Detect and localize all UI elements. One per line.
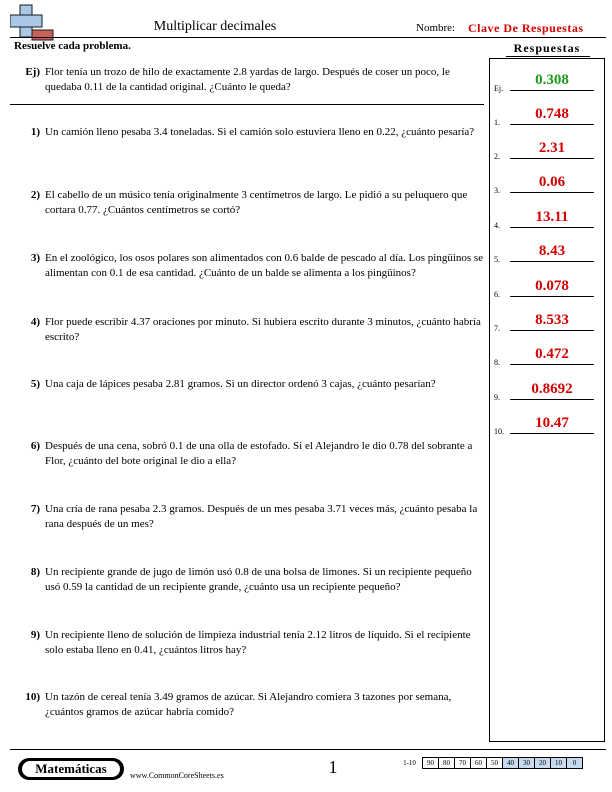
answer-line xyxy=(510,261,594,262)
answer-line xyxy=(510,124,594,125)
problem-number: 8) xyxy=(30,566,40,578)
header-divider xyxy=(10,37,606,38)
name-value: Clave De Respuestas xyxy=(468,21,584,35)
problem-text: El cabello de un músico tenía originalmente 3 centímetros de largo. Le pidió a su peluquero que cortara 0.77. ¿Cuántos centímetros se cortó? xyxy=(45,189,468,216)
answer-label: 3. xyxy=(494,186,500,195)
answer-line xyxy=(510,433,594,434)
answers-title: Respuestas xyxy=(513,41,581,55)
subject-badge xyxy=(18,758,124,780)
problem-number: 5) xyxy=(30,378,40,390)
problem-text: Flor tenía un trozo de hilo de exactamente 2.8 yardas de largo. Después de coser un poco, le quedaba 0.11 de la cantidad original. ¿Cuánto le queda? xyxy=(45,66,450,93)
answer-label: Ej. xyxy=(494,84,504,93)
answer-example xyxy=(494,73,602,93)
answer-2 xyxy=(494,141,602,161)
answer-1 xyxy=(494,107,602,127)
example-divider xyxy=(10,104,484,105)
answer-7 xyxy=(494,313,602,333)
answer-value: 0.06 xyxy=(538,174,566,190)
problem-text: Un recipiente grande de jugo de limón usó 0.8 de una bolsa de limones. Si un recipiente pequeño usó 0.59 la cantidad de un recipiente grande, ¿cuánto usa un recipiente pequeño? xyxy=(45,566,472,593)
answer-line xyxy=(510,227,594,228)
score-cell: 40 xyxy=(503,758,519,769)
answer-line xyxy=(510,296,594,297)
score-cell: 80 xyxy=(439,758,455,769)
score-cell: 70 xyxy=(455,758,471,769)
problem-text: Una caja de lápices pesaba 2.81 gramos. Si un director ordenó 3 cajas, ¿cuánto pesarían? xyxy=(45,378,436,390)
score-cell: 30 xyxy=(519,758,535,769)
problem-text: Después de una cena, sobró 0.1 de una olla de estofado. Si el Alejandro le dio 0.78 del sobrante a Flor, ¿cuánto del bote original le dio a ella? xyxy=(45,440,473,467)
site-url: www.CommonCoreSheets.es xyxy=(130,771,224,780)
answer-label: 7. xyxy=(494,324,500,333)
problem-number: 9) xyxy=(30,629,40,641)
problem-number: 4) xyxy=(30,316,40,328)
answer-label: 8. xyxy=(494,358,500,367)
answer-line xyxy=(510,399,594,400)
answer-label: 2. xyxy=(494,152,500,161)
answer-label: 4. xyxy=(494,221,500,230)
answer-10 xyxy=(494,416,602,436)
answer-value: 10.47 xyxy=(535,415,569,431)
subject-label: Matemáticas xyxy=(22,761,120,777)
problem-number: 2) xyxy=(30,189,40,201)
answer-label: 6. xyxy=(494,290,500,299)
problem-text: Flor puede escribir 4.37 oraciones por minuto. Si hubiera escrito durante 3 minutos, ¿cuánto habría escrito? xyxy=(45,316,481,343)
score-cell: 50 xyxy=(487,758,503,769)
score-cell: 0 xyxy=(567,758,583,769)
answer-label: 10. xyxy=(494,427,504,436)
answer-line xyxy=(510,158,594,159)
answer-9 xyxy=(494,382,602,402)
answer-label: 1. xyxy=(494,118,500,127)
problem-number: Ej) xyxy=(25,66,40,78)
score-cell: 10 xyxy=(551,758,567,769)
answer-line xyxy=(510,192,594,193)
answer-value: 0.748 xyxy=(535,106,569,122)
answer-5 xyxy=(494,244,602,264)
problem-number: 3) xyxy=(30,252,40,264)
problem-text: En el zoológico, los osos polares son alimentados con 0.6 balde de pescado al día. Los pingüinos se alimentan con 0.1 de esa cantidad. ¿Cuánto de un balde se alimenta a los pingüinos? xyxy=(45,252,484,279)
instructions: Resuelve cada problema. xyxy=(14,40,131,52)
problem-number: 10) xyxy=(25,691,40,703)
problem-text: Un recipiente lleno de solución de limpieza industrial tenía 2.12 litros de líquido. Si el recipiente solo estaba lleno en 0.41, ¿cuántos litros hay? xyxy=(45,629,471,656)
name-label: Nombre: xyxy=(416,22,456,34)
answer-value: 13.11 xyxy=(535,209,569,225)
worksheet-title: Multiplicar decimales xyxy=(153,19,277,34)
problem-text: Una cría de rana pesaba 2.3 gramos. Después de un mes pesaba 3.71 veces más, ¿cuánto pesaba la rana después de un mes? xyxy=(45,503,478,530)
problem-text: Un tazón de cereal tenía 3.49 gramos de azúcar. Si Alejandro comiera 3 tazones por semana, ¿cuántos gramos de azúcar habría comido? xyxy=(45,691,452,718)
answer-label: 5. xyxy=(494,255,500,264)
answer-value: 8.533 xyxy=(535,312,569,328)
answer-3 xyxy=(494,175,602,195)
answer-value: 0.308 xyxy=(535,72,569,88)
answer-label: 9. xyxy=(494,393,500,402)
score-table xyxy=(397,757,583,769)
answer-6 xyxy=(494,279,602,299)
answer-value: 8.43 xyxy=(538,243,566,259)
score-cell: 90 xyxy=(423,758,439,769)
score-cell: 20 xyxy=(535,758,551,769)
answer-4 xyxy=(494,210,602,230)
problem-number: 6) xyxy=(30,440,40,452)
answer-line xyxy=(510,330,594,331)
answers-title-underline xyxy=(506,56,590,57)
score-cell: 60 xyxy=(471,758,487,769)
answer-value: 2.31 xyxy=(538,140,566,156)
answer-value: 0.472 xyxy=(535,346,569,362)
footer-divider xyxy=(10,749,606,750)
problem-text: Un camión lleno pesaba 3.4 toneladas. Si el camión solo estuviera lleno en 0.22, ¿cuánto pesaría? xyxy=(45,126,475,138)
answer-line xyxy=(510,90,594,91)
problem-number: 7) xyxy=(30,503,40,515)
answer-8 xyxy=(494,347,602,367)
answer-value: 0.078 xyxy=(535,278,569,294)
answer-value: 0.8692 xyxy=(531,381,573,397)
problem-number: 1) xyxy=(30,126,40,138)
page-number: 1 xyxy=(328,757,338,777)
answer-line xyxy=(510,364,594,365)
score-range-label: 1-10 xyxy=(403,759,416,767)
